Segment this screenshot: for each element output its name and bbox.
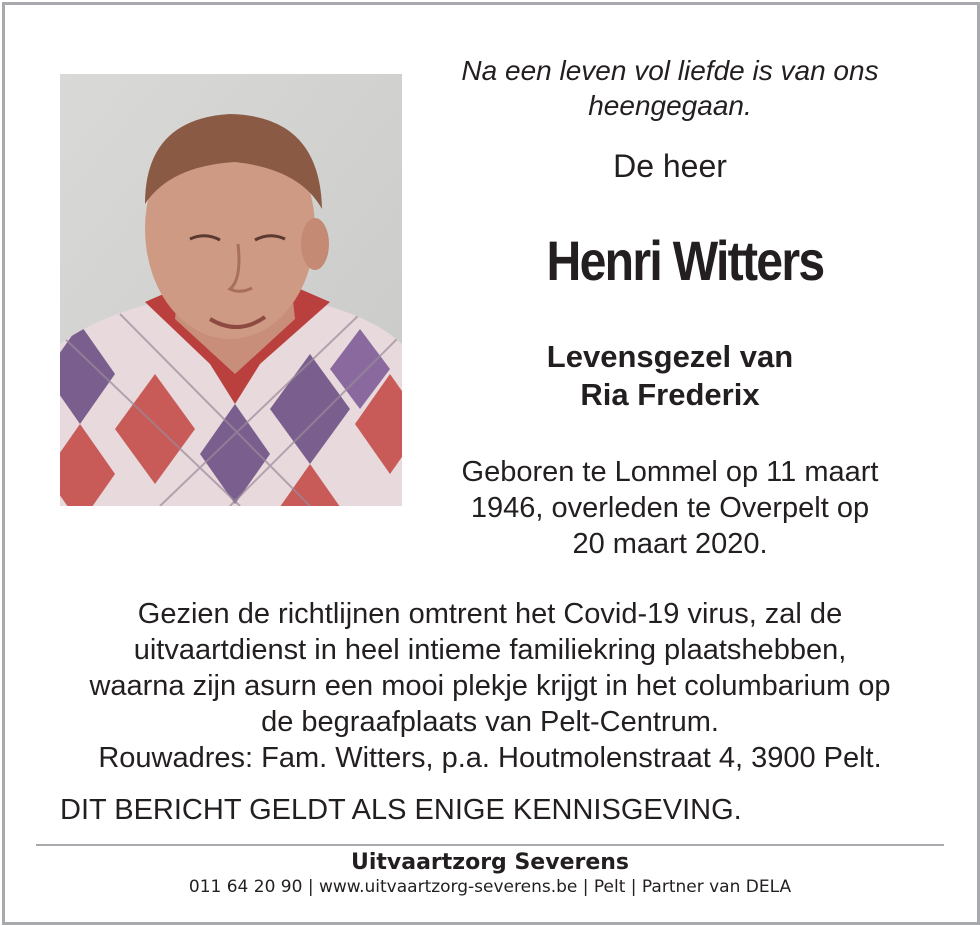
dates-line: Geboren te Lommel op 11 maart [461,456,879,488]
deceased-name: Henri Witters [546,229,824,292]
body-line: de begraafplaats van Pelt-Centrum. [261,706,719,738]
dates-line: 20 maart 2020. [572,528,768,560]
relation-text [420,338,920,414]
dates-line: 1946, overleden te Overpelt op [470,492,870,524]
mourning-address: Rouwadres: Fam. Witters, p.a. Houtmolenstraat 4, 3900 Pelt. [98,742,882,774]
intro-line: Na een leven vol liefde is van ons [461,55,879,86]
body-line: Gezien de richtlijnen omtrent het Covid-19 virus, zal de [137,598,843,630]
funeral-details [40,596,940,776]
portrait-photo [60,74,402,506]
relation-line: Levensgezel van [546,339,794,374]
intro-line: heengegaan. [588,90,752,121]
notice-text: DIT BERICHT GELDT ALS ENIGE KENNISGEVING. [60,794,742,826]
relation-line: Ria Frederix [580,377,760,412]
funeral-home-name: Uitvaartzorg Severens [350,850,630,875]
intro-text [420,53,920,123]
funeral-home-contact: 011 64 20 90 | www.uitvaartzorg-severens.be | Pelt | Partner van DELA [188,877,792,897]
footer-divider [36,844,944,846]
birth-death-dates [420,454,920,562]
body-line: waarna zijn asurn een mooi plekje krijgt in het columbarium op [89,670,891,702]
body-line: uitvaartdienst in heel intieme familiekring plaatshebben, [133,634,847,666]
title-prefix: De heer [613,148,727,184]
